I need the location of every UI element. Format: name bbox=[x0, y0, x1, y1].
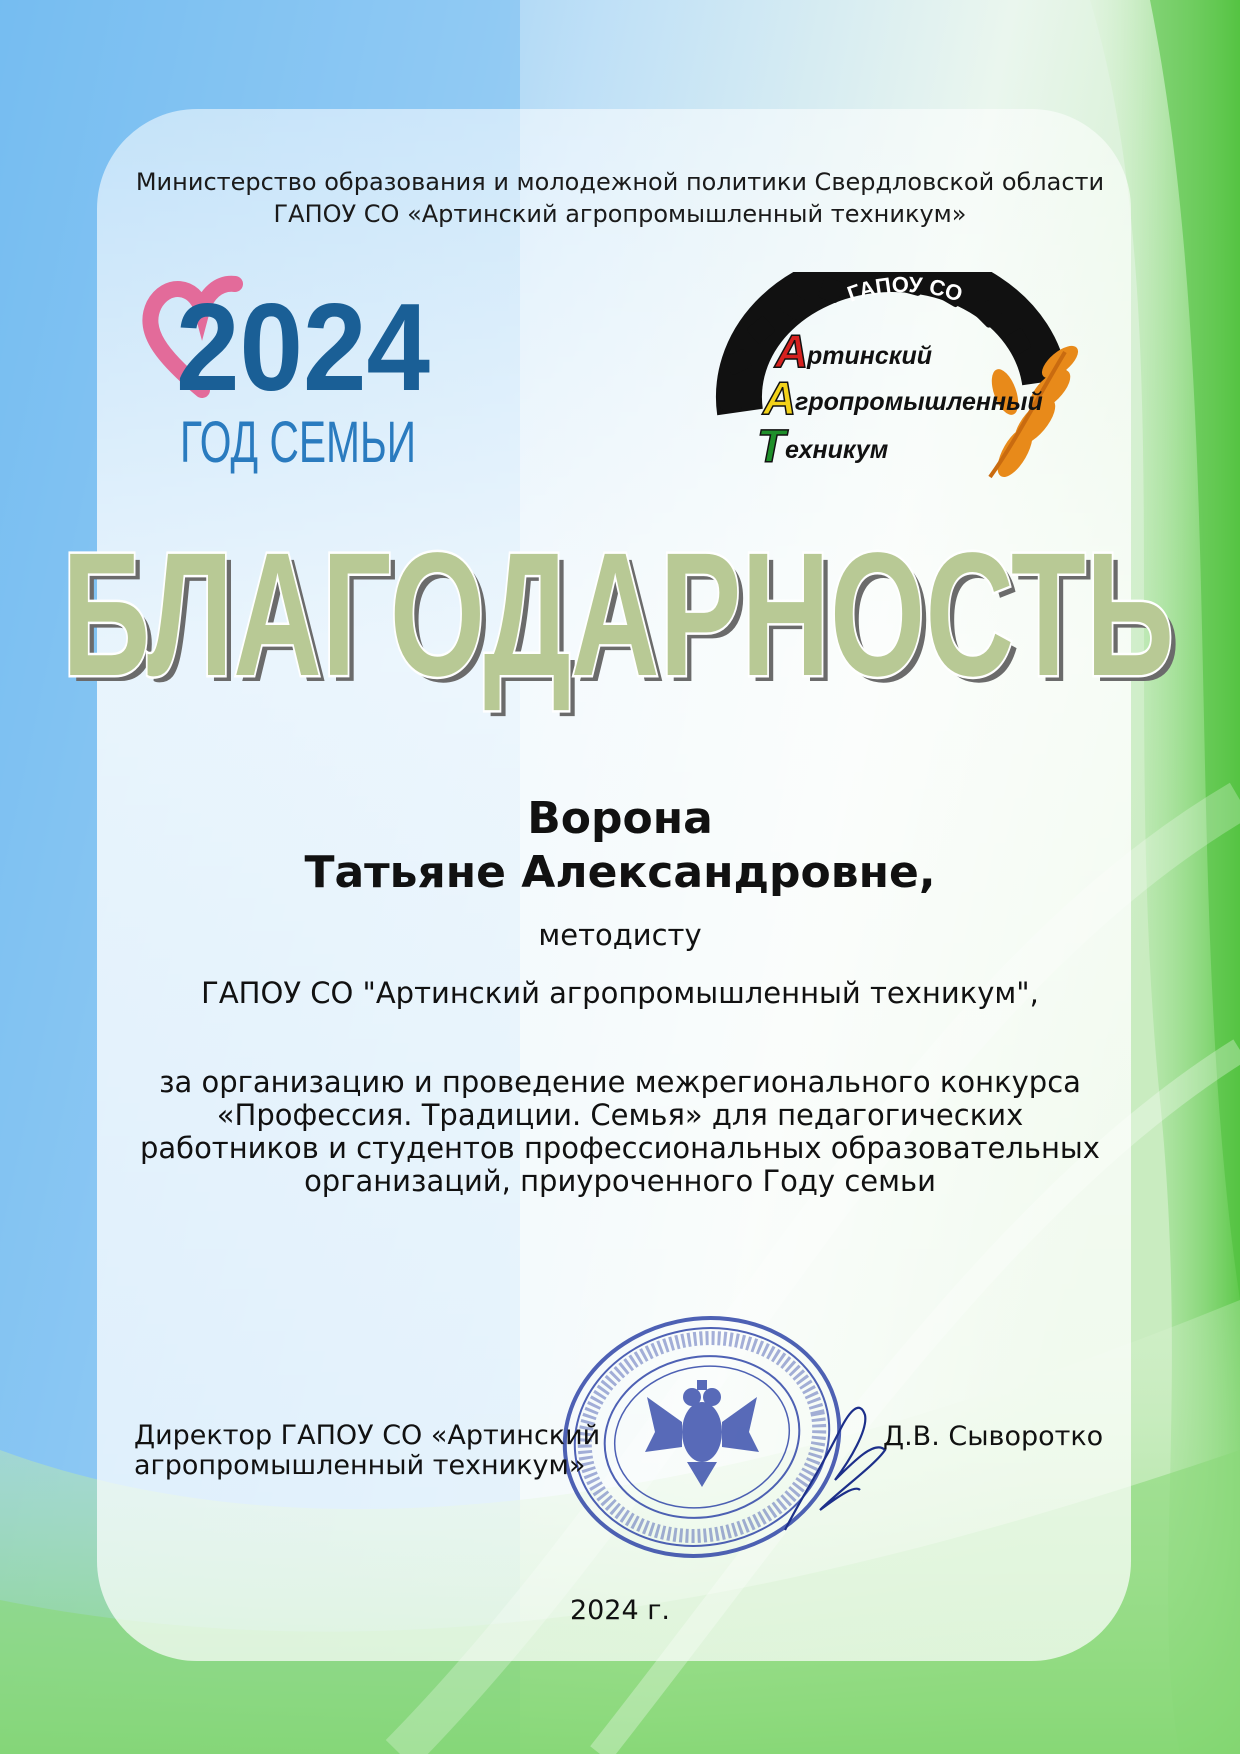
recipient-name: Татьяне Александровне, bbox=[304, 847, 936, 898]
logo-word3: ехникум bbox=[785, 436, 889, 464]
recipient-organization: ГАПОУ СО "Артинский агропромышленный техникум", bbox=[201, 976, 1039, 1010]
logo-letter-a2: А bbox=[763, 372, 797, 424]
reason-line: организаций, приуроченного Году семьи bbox=[304, 1164, 936, 1198]
signer-name: Д.В. Сыворотко bbox=[883, 1421, 1104, 1452]
college-logo bbox=[715, 272, 1105, 487]
eagle-emblem-icon bbox=[645, 1380, 759, 1487]
logo-word2: гропромышленный bbox=[795, 388, 1043, 416]
header bbox=[0, 166, 1240, 230]
year-of-family-logo bbox=[140, 270, 440, 480]
director-title bbox=[134, 1421, 600, 1481]
logo-word1: ртинский bbox=[807, 342, 932, 370]
logo-letter-t: Т bbox=[757, 420, 786, 472]
logo-year-number: 2024 bbox=[176, 279, 431, 417]
logo-letter-a1: А bbox=[775, 325, 809, 377]
title-text: БЛАГОДАРНОСТЬ bbox=[62, 517, 1174, 713]
issue-year: 2024 г. bbox=[569, 1595, 671, 1626]
ministry-line: Министерство образования и молодежной политики Свердловской области bbox=[135, 168, 1105, 196]
recipient-position: методисту bbox=[538, 918, 702, 952]
certificate-title bbox=[40, 517, 1200, 719]
institution-line: ГАПОУ СО «Артинский агропромышленный техникум» bbox=[273, 200, 967, 228]
recipient-surname: Ворона bbox=[527, 793, 713, 844]
reason-line: работников и студентов профессиональных образовательных bbox=[140, 1131, 1100, 1165]
director-line: Директор ГАПОУ СО «Артинский bbox=[134, 1420, 601, 1451]
logo-caption: ГОД СЕМЬИ bbox=[180, 410, 416, 475]
director-line: агропромышленный техникум» bbox=[134, 1450, 586, 1481]
reason-line: «Профессия. Традиции. Семья» для педагогических bbox=[216, 1098, 1024, 1132]
handwritten-signature bbox=[780, 1390, 890, 1540]
award-reason bbox=[0, 1066, 1240, 1198]
reason-line: за организацию и проведение межрегионального конкурса bbox=[159, 1065, 1081, 1099]
logo-ring-text: ГАПОУ СО bbox=[843, 272, 966, 307]
title-shadow: БЛАГОДАРНОСТЬ bbox=[68, 523, 1180, 719]
